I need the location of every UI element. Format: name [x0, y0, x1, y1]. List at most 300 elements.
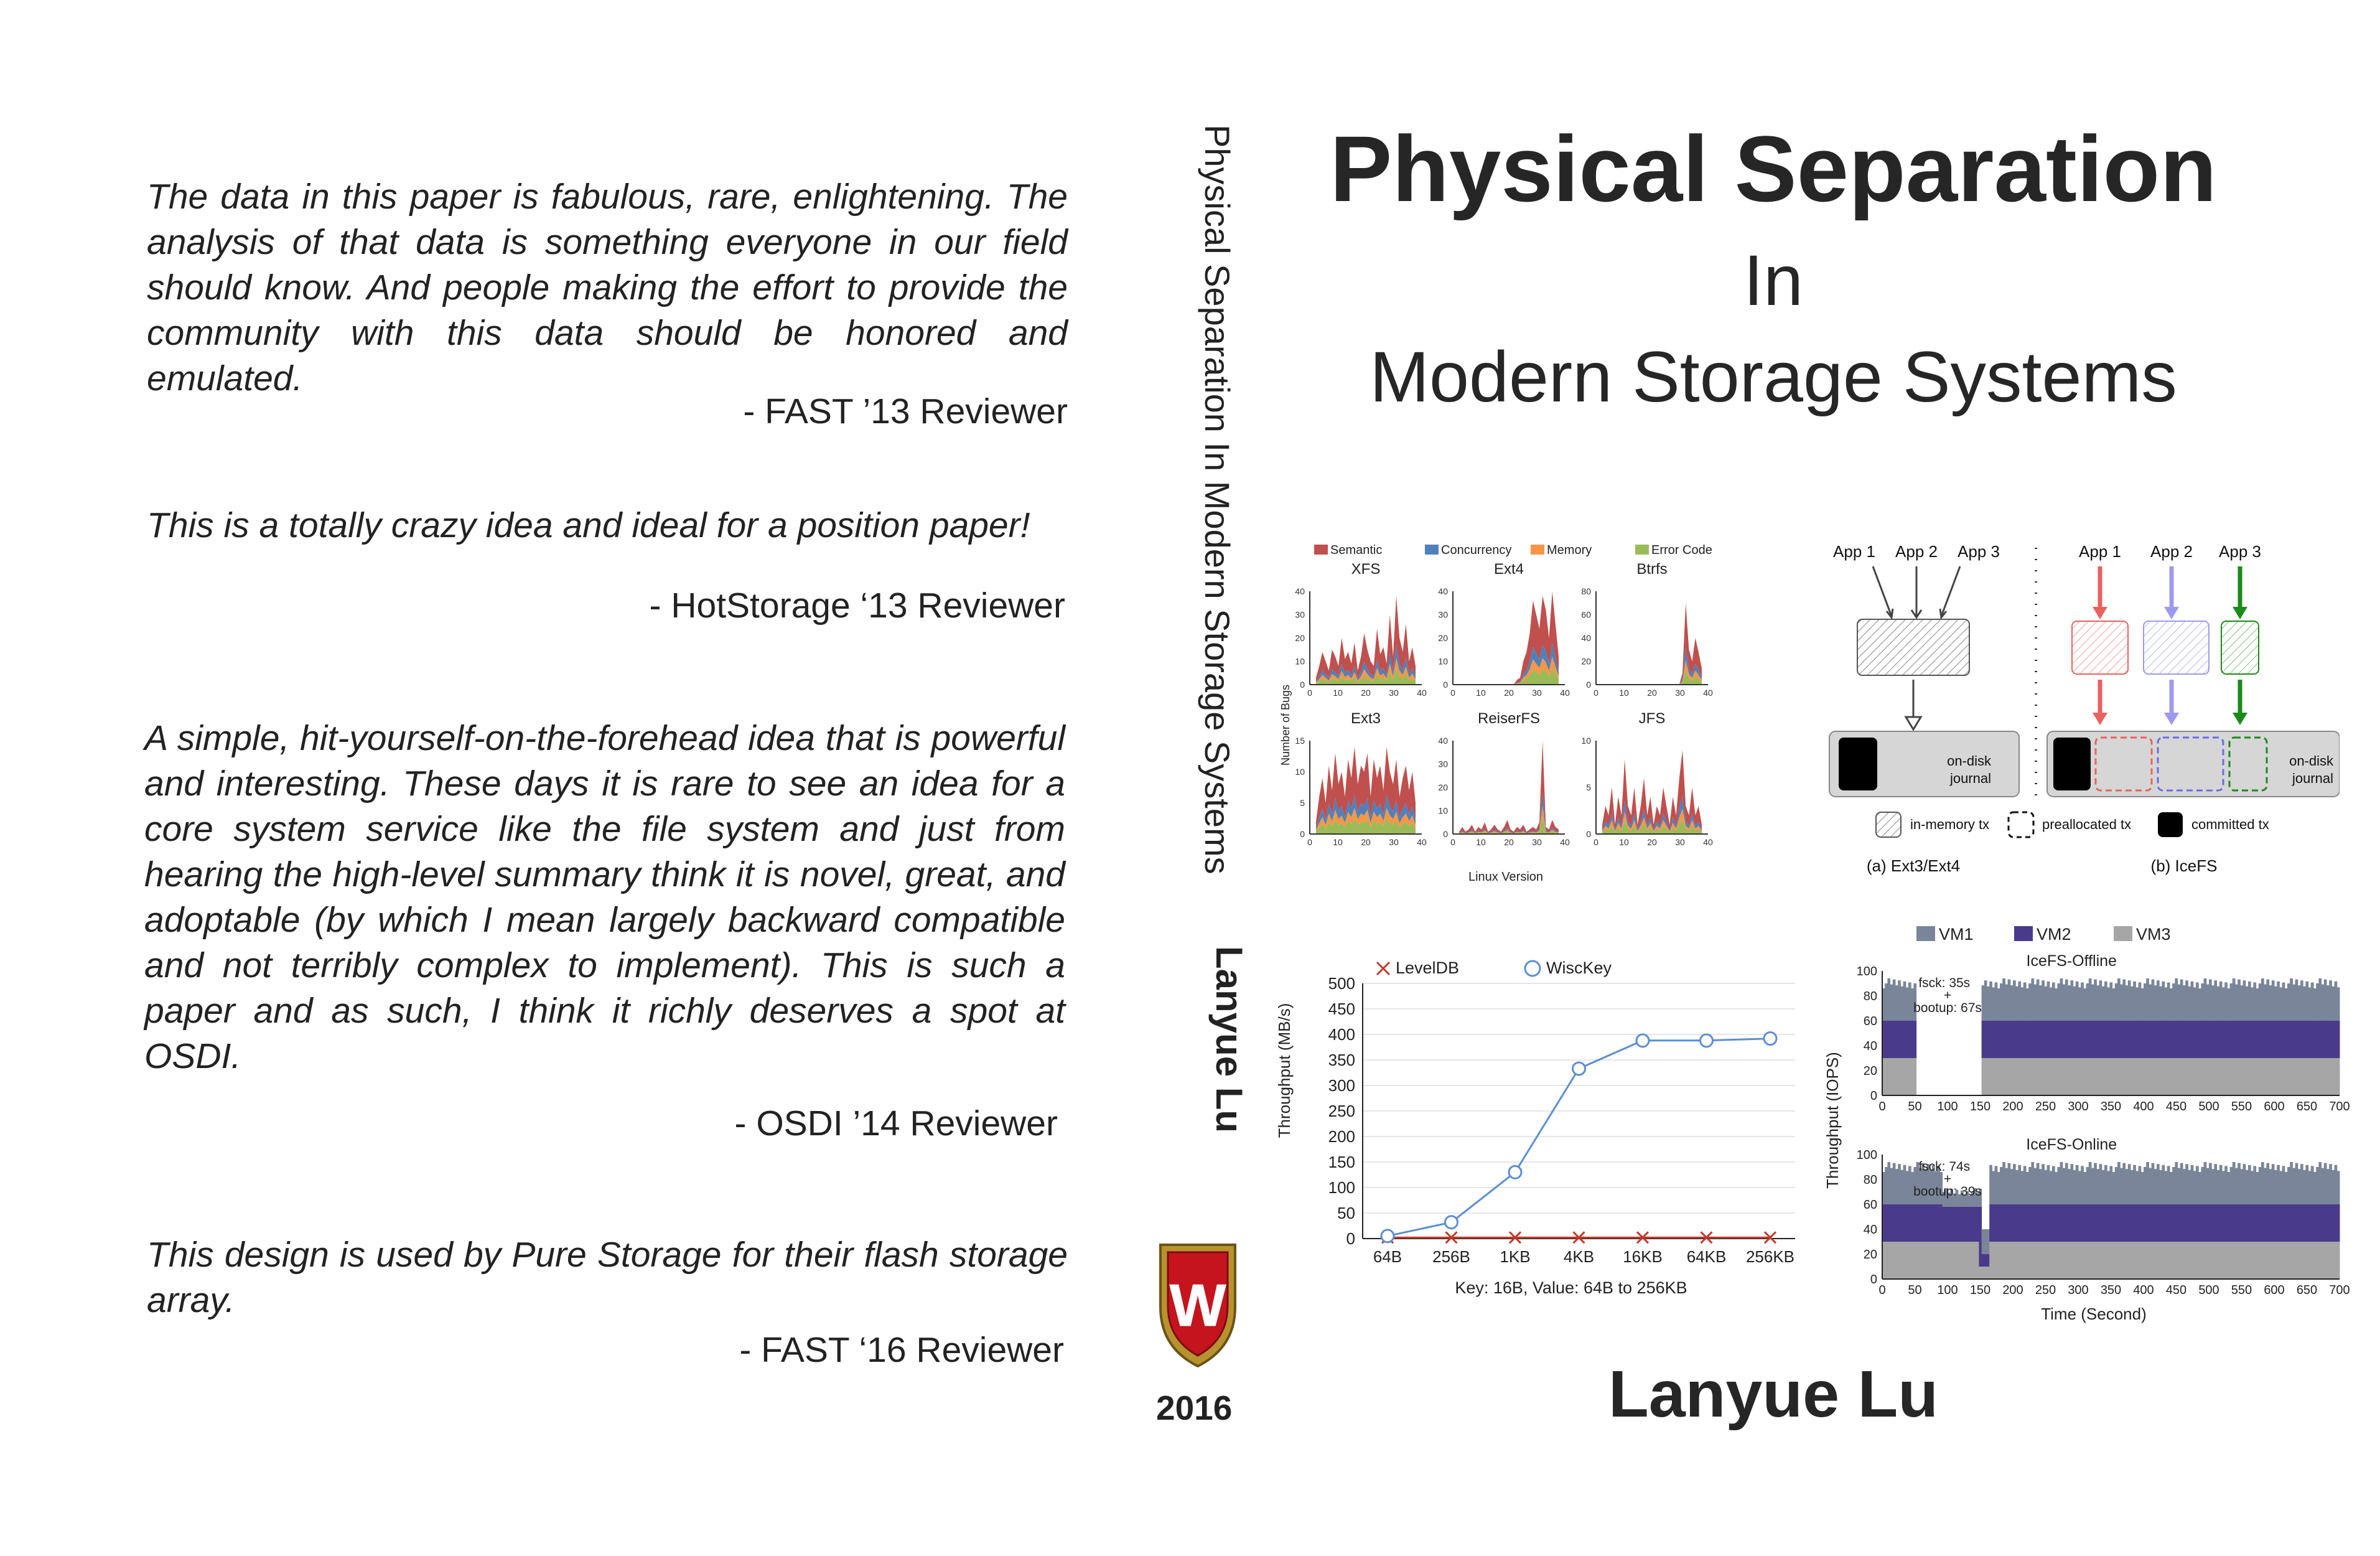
vm3-bar [2152, 1058, 2155, 1095]
vm2-bar [2122, 1204, 2126, 1242]
vm3-bar [1953, 1242, 1956, 1279]
vm3-bar [2122, 1242, 2126, 1279]
vm1-bar [2112, 1172, 2116, 1204]
attribution-hotstorage13: - HotStorage ‘13 Reviewer [649, 586, 1065, 626]
icefs-xtick: 250 [2035, 1283, 2056, 1297]
icefs-xtick: 550 [2231, 1100, 2252, 1113]
vm3-bar [2185, 1242, 2188, 1279]
vm1-bar [2322, 1168, 2325, 1204]
vm3-bar [2015, 1242, 2018, 1279]
vm1-bar [2065, 980, 2068, 1021]
vm3-bar [2274, 1058, 2277, 1095]
bug-xtick: 30 [1389, 688, 1399, 698]
vm2-bar [2224, 1021, 2228, 1058]
icefs-xtick: 650 [2296, 1100, 2318, 1113]
vm2-bar [1906, 1204, 1909, 1242]
icefs-note-fsck: fsck: 74s [1918, 1160, 1971, 1174]
vm3-bar [2180, 1242, 2183, 1279]
vm3-bar [2099, 1058, 2102, 1095]
vm2-bar [2313, 1021, 2317, 1058]
vm1-bar [2042, 1164, 2045, 1204]
vm2-bar [2133, 1204, 2136, 1242]
vm1-bar [2235, 985, 2238, 1021]
vm2-bar [2013, 1021, 2016, 1058]
vm2-bar [2026, 1021, 2029, 1058]
vm1-bar [1893, 980, 1896, 1021]
vm1-bar [2300, 980, 2303, 1021]
vm1-bar [2193, 1171, 2196, 1204]
vm3-bar [2005, 1058, 2008, 1095]
vm3-bar [2282, 1242, 2285, 1279]
icefs-xtick: 600 [2264, 1283, 2285, 1297]
vm3-bar [2047, 1242, 2050, 1279]
vm1-bar [2083, 1172, 2086, 1204]
vm1-bar [2305, 982, 2308, 1021]
vm2-bar [2091, 1021, 2094, 1058]
vm3-bar [2115, 1242, 2118, 1279]
vm2-bar [2285, 1021, 2288, 1058]
vm3-bar [2112, 1242, 2116, 1279]
bug-ylabel: Number of Bugs [1279, 684, 1292, 766]
vm2-bar [1898, 1204, 1901, 1242]
vm3-bar [1982, 1058, 1985, 1095]
vm3-bar [2117, 1058, 2121, 1095]
vm2-bar [1908, 1021, 1911, 1058]
vm2-bar [2204, 1204, 2207, 1242]
vm2-bar [2070, 1021, 2073, 1058]
vm2-bar [1893, 1204, 1896, 1242]
vm2-bar [2083, 1204, 2086, 1242]
vm2-bar [2055, 1021, 2058, 1058]
vm1-bar [2099, 980, 2102, 1021]
vm2-bar [2008, 1021, 2011, 1058]
vm2-bar [1982, 1254, 1985, 1267]
vm1-bar [2126, 1169, 2129, 1204]
vm3-bar [2311, 1058, 2314, 1095]
icefs-ylabel: Throughput (IOPS) [1823, 1052, 1842, 1189]
vm3-bar [2322, 1058, 2325, 1095]
vm1-bar [2005, 1168, 2008, 1204]
vm2-bar [2253, 1204, 2256, 1242]
vm1-bar [2256, 988, 2259, 1021]
vm3-bar [2159, 1242, 2162, 1279]
vm2-bar [2083, 1021, 2086, 1058]
vm2-bar [2081, 1021, 2084, 1058]
icefs-xtick: 550 [2231, 1283, 2252, 1297]
icefs-ytick: 100 [1856, 965, 1877, 978]
vm1-bar [2021, 1171, 2024, 1204]
icefs-xtick: 650 [2296, 1283, 2318, 1297]
vm2-bar [2167, 1204, 2170, 1242]
icefs-panel-offline [1857, 952, 2350, 1113]
vm2-bar [1937, 1204, 1940, 1242]
vm3-bar [2292, 1242, 2295, 1279]
vm3-bar [1995, 1242, 1998, 1279]
vm3-bar [2198, 1242, 2201, 1279]
bug-area-error-code [1459, 668, 1559, 685]
vm2-bar [2044, 1021, 2047, 1058]
vm1-bar [2031, 1162, 2034, 1204]
vm1-bar [2055, 1172, 2058, 1204]
vm3-bar [2141, 1242, 2144, 1279]
vm2-bar [2300, 1204, 2303, 1242]
vm2-bar [2243, 1204, 2246, 1242]
vm1-bar [2282, 1166, 2285, 1204]
vm2-bar [2233, 1204, 2236, 1242]
vm3-bar [2162, 1242, 2165, 1279]
wisckey-ytick: 400 [1328, 1025, 1355, 1044]
icefs-ytick: 40 [1863, 1223, 1877, 1237]
vm2-bar [2107, 1204, 2110, 1242]
vm2-bar [2240, 1021, 2243, 1058]
vm1-bar [2292, 1168, 2295, 1204]
vm3-bar [2031, 1058, 2034, 1095]
vm2-bar [2089, 1021, 2092, 1058]
vm1-bar [1995, 1166, 1998, 1204]
vm1-bar [2000, 983, 2003, 1021]
vm3-bar [2146, 1058, 2149, 1095]
vm3-bar [2070, 1242, 2073, 1279]
vm2-bar [2222, 1204, 2225, 1242]
vm2-bar [2172, 1204, 2175, 1242]
vm3-bar [2185, 1058, 2188, 1095]
vm3-bar [2042, 1242, 2045, 1279]
vm3-bar [2269, 1058, 2272, 1095]
vm3-bar [2196, 1242, 2199, 1279]
vm1-bar [2000, 1167, 2003, 1204]
vm2-bar [2303, 1021, 2306, 1058]
vm1-bar [2031, 978, 2034, 1021]
vm3-bar [1893, 1058, 1896, 1095]
vm1-bar [2117, 1162, 2121, 1204]
vm3-bar [2188, 1058, 2191, 1095]
vm3-bar [2126, 1242, 2129, 1279]
vm1-bar [2277, 982, 2280, 1021]
vm2-bar [2015, 1021, 2018, 1058]
vm3-bar [2002, 1058, 2005, 1095]
vm3-bar [2026, 1058, 2029, 1095]
vm1-bar [2094, 1163, 2097, 1204]
bug-xtick: 0 [1307, 688, 1312, 698]
ext-arrow-3 [1940, 566, 1960, 617]
bug-ytick: 80 [1581, 586, 1591, 596]
vm1-bar [2104, 1165, 2107, 1204]
vm2-bar [2089, 1204, 2092, 1242]
legend-concurrency-label: Concurrency [1441, 543, 1512, 557]
vm1-bar [2126, 985, 2129, 1021]
vm3-bar [1898, 1058, 1901, 1095]
vm3-bar [2175, 1242, 2178, 1279]
vm1-bar [2146, 1162, 2149, 1204]
bug-xtick: 20 [1647, 688, 1657, 698]
vm1-bar [2217, 1170, 2220, 1204]
bug-ytick: 10 [1295, 767, 1305, 777]
vm2-bar [1911, 1204, 1914, 1242]
legend-inmemory-swatch [1876, 812, 1901, 837]
vm1-bar [2042, 980, 2045, 1021]
vm1-bar [2008, 1163, 2011, 1204]
icefs-xlabel: Time (Second) [2041, 1305, 2147, 1323]
vm2-bar [2316, 1021, 2319, 1058]
vm1-bar [1989, 982, 1992, 1021]
vm3-bar [1926, 1242, 1930, 1279]
vm3-bar [1919, 1242, 1922, 1279]
vm3-bar [2068, 1058, 2071, 1095]
vm3-bar [2015, 1058, 2018, 1095]
vm1-bar [2096, 985, 2099, 1021]
vm3-bar [1900, 1058, 1903, 1095]
vm3-bar [2120, 1242, 2123, 1279]
vm1-bar [2165, 1171, 2168, 1204]
vm2-bar [2175, 1021, 2178, 1058]
vm3-bar [2130, 1058, 2134, 1095]
vm3-bar [2063, 1058, 2066, 1095]
attribution-fast16: - FAST ‘16 Reviewer [739, 1330, 1064, 1370]
vm1-bar [2018, 1165, 2021, 1204]
vm3-bar [2063, 1242, 2066, 1279]
vm2-bar [2178, 1021, 2181, 1058]
wisckey-series [1381, 1033, 1776, 1244]
vm1-bar [2050, 1171, 2053, 1204]
vm3-bar [2227, 1058, 2230, 1095]
wisckey-xtick: 64KB [1686, 1247, 1727, 1266]
vm2-bar [2060, 1204, 2063, 1242]
bug-ytick: 20 [1581, 656, 1591, 667]
vm2-bar [1995, 1021, 1998, 1058]
vm1-bar [2039, 1169, 2042, 1204]
vm2-bar [2050, 1021, 2053, 1058]
icefs-xtick: 700 [2329, 1283, 2350, 1297]
vm1-bar [2277, 1165, 2280, 1204]
vm2-bar [2102, 1204, 2105, 1242]
bug-xtick: 30 [1675, 688, 1685, 698]
vm1-bar [2104, 982, 2107, 1021]
wisckey-point [1636, 1034, 1649, 1047]
vm3-bar [2154, 1058, 2157, 1095]
icefs-xtick: 700 [2329, 1100, 2350, 1113]
vm1-bar [2303, 1170, 2306, 1204]
vm2-bar [2050, 1204, 2053, 1242]
icefs-xtick: 0 [1878, 1283, 1886, 1297]
vm2-bar [2047, 1204, 2050, 1242]
vm2-bar [2023, 1021, 2027, 1058]
vm2-bar [2272, 1021, 2275, 1058]
vm3-bar [2073, 1242, 2076, 1279]
vm2-bar [2146, 1204, 2149, 1242]
vm3-bar [1887, 1058, 1890, 1095]
vm3-bar [2005, 1242, 2008, 1279]
vm3-bar [2076, 1242, 2079, 1279]
bug-area-semantic [1602, 750, 1702, 830]
vm1-bar [2230, 983, 2233, 1021]
vm2-bar [2081, 1204, 2084, 1242]
vm2-bar [2010, 1204, 2014, 1242]
vm1-bar [2060, 1162, 2063, 1204]
vm2-bar [1898, 1021, 1901, 1058]
vm3-bar [2122, 1058, 2126, 1095]
vm3-bar [2292, 1058, 2295, 1095]
vm2-bar [2235, 1021, 2238, 1058]
vm3-bar [1992, 1058, 1995, 1095]
vm3-bar [1950, 1242, 1953, 1279]
bug-xtick: 40 [1560, 837, 1570, 847]
icefs-xtick: 100 [1937, 1283, 1958, 1297]
vm3-bar [2052, 1242, 2055, 1279]
legend-swatch-semantic [1314, 545, 1328, 555]
vm1-bar [1890, 985, 1893, 1021]
vm3-bar [2253, 1058, 2256, 1095]
vm3-bar [2196, 1058, 2199, 1095]
vm3-bar [1885, 1058, 1888, 1095]
vm1-bar [2023, 1166, 2027, 1204]
icefs-down-1-head [2093, 713, 2107, 725]
vm2-bar [1885, 1204, 1888, 1242]
vm2-bar [2196, 1204, 2199, 1242]
bug-xtick: 30 [1675, 837, 1685, 847]
vm2-bar [2329, 1021, 2332, 1058]
vm1-bar [2021, 987, 2024, 1021]
vm1-bar [1906, 987, 1909, 1021]
vm3-bar [2331, 1242, 2335, 1279]
vm2-bar [2002, 1021, 2005, 1058]
vm1-bar [2162, 982, 2165, 1021]
vm3-bar [1885, 1242, 1888, 1279]
vm2-bar [2094, 1204, 2097, 1242]
vm2-bar [1982, 1021, 1985, 1058]
vm2-bar [2191, 1021, 2194, 1058]
icefs-note-plus: + [1943, 988, 1952, 1003]
vm2-bar [1921, 1204, 1925, 1242]
bug-ytick: 20 [1438, 633, 1448, 643]
vm3-bar [2316, 1242, 2319, 1279]
bug-ytick: 20 [1295, 633, 1305, 643]
vm3-bar [2238, 1242, 2241, 1279]
vm1-bar [2047, 1165, 2050, 1204]
vm2-bar [1885, 1021, 1888, 1058]
icefs-note-plus: + [1943, 1172, 1952, 1186]
vm3-bar [2018, 1058, 2021, 1095]
vm2-bar [2248, 1204, 2251, 1242]
bug-xtick: 40 [1703, 837, 1713, 847]
vm2-bar [2107, 1021, 2110, 1058]
vm1-bar [2130, 987, 2134, 1021]
vm3-bar [2076, 1058, 2079, 1095]
vm1-bar [1898, 980, 1901, 1021]
vm2-bar [2303, 1204, 2306, 1242]
vm3-bar [2008, 1058, 2011, 1095]
bug-xtick: 30 [1389, 837, 1399, 847]
vm1-bar [2175, 978, 2178, 1021]
icefs-xtick: 150 [1969, 1100, 1991, 1113]
vm2-bar [2130, 1204, 2134, 1242]
vm1-bar [2154, 985, 2157, 1021]
vm3-bar [2107, 1242, 2110, 1279]
vm1-bar [2191, 1165, 2194, 1204]
vm2-bar [2000, 1204, 2003, 1242]
vm3-bar [1948, 1242, 1951, 1279]
vm2-bar [2047, 1021, 2050, 1058]
vm3-bar [2214, 1058, 2217, 1095]
wisckey-xlabel: Key: 16B, Value: 64B to 256KB [1455, 1278, 1687, 1297]
vm2-bar [2144, 1021, 2147, 1058]
vm1-bar [2269, 1169, 2272, 1204]
vm2-bar [1961, 1207, 1964, 1242]
vm3-bar [1930, 1242, 1933, 1279]
vm2-bar [2269, 1021, 2272, 1058]
vm1-bar [2217, 987, 2220, 1021]
icefs-ytick: 0 [1870, 1273, 1877, 1287]
vm1-bar [2010, 985, 2014, 1021]
icefs-xtick: 350 [2100, 1100, 2122, 1113]
vm2-bar [2305, 1204, 2308, 1242]
bug-panel-title: Btrfs [1636, 561, 1668, 578]
vm2-bar [1900, 1204, 1903, 1242]
vm3-bar [1939, 1242, 1943, 1279]
vm2-bar [2099, 1204, 2102, 1242]
vm3-bar [2204, 1058, 2207, 1095]
vm2-bar [2264, 1204, 2267, 1242]
vm3-bar [2060, 1058, 2063, 1095]
vm2-bar [2120, 1204, 2123, 1242]
vm2-bar [1924, 1204, 1927, 1242]
vm3-bar [2303, 1058, 2306, 1095]
vm3-bar [1911, 1058, 1914, 1095]
icefs-diagram [1804, 535, 2340, 884]
vm2-bar [2165, 1021, 2168, 1058]
vm3-bar [2285, 1058, 2288, 1095]
vm1-bar [2322, 985, 2325, 1021]
vm3-bar [2175, 1058, 2178, 1095]
vm3-bar [2222, 1058, 2225, 1095]
vm2-bar [2055, 1204, 2058, 1242]
vm2-bar [2065, 1204, 2068, 1242]
vm2-bar [2209, 1021, 2212, 1058]
vm3-bar [2044, 1242, 2047, 1279]
vm2-bar [1890, 1204, 1893, 1242]
vm1-bar [2107, 987, 2110, 1021]
vm2-bar [2198, 1021, 2201, 1058]
ext-app2-label: App 2 [1895, 542, 1938, 561]
vm3-bar [1963, 1242, 1966, 1279]
vm2-bar [1919, 1204, 1922, 1242]
vm2-bar [2318, 1204, 2322, 1242]
vm2-bar [2285, 1204, 2288, 1242]
vm1-bar [1908, 982, 1911, 1021]
vm2-bar [2126, 1204, 2129, 1242]
vm3-bar [2277, 1058, 2280, 1095]
vm1-bar [2122, 1163, 2126, 1204]
vm2-bar [1989, 1204, 1992, 1242]
vm3-bar [2298, 1242, 2301, 1279]
vm3-bar [2285, 1242, 2288, 1279]
vm2-bar [1893, 1021, 1896, 1058]
legend-vm2-swatch [2014, 926, 2033, 941]
vm3-bar [1906, 1058, 1909, 1095]
bug-panel-reiserfs [1438, 710, 1570, 847]
vm3-bar [2139, 1242, 2142, 1279]
vm2-bar [2034, 1204, 2037, 1242]
vm1-bar [2298, 1169, 2301, 1204]
vm3-bar [2073, 1058, 2076, 1095]
vm3-bar [2264, 1242, 2267, 1279]
vm1-bar [2326, 985, 2330, 1021]
icefs-xtick: 450 [2165, 1100, 2187, 1113]
vm1-bar [2183, 1169, 2186, 1204]
vm3-bar [2256, 1058, 2259, 1095]
ext-arrow-down-head [1906, 717, 1921, 729]
vm1-bar [2070, 1164, 2073, 1204]
vm3-bar [2018, 1242, 2021, 1279]
